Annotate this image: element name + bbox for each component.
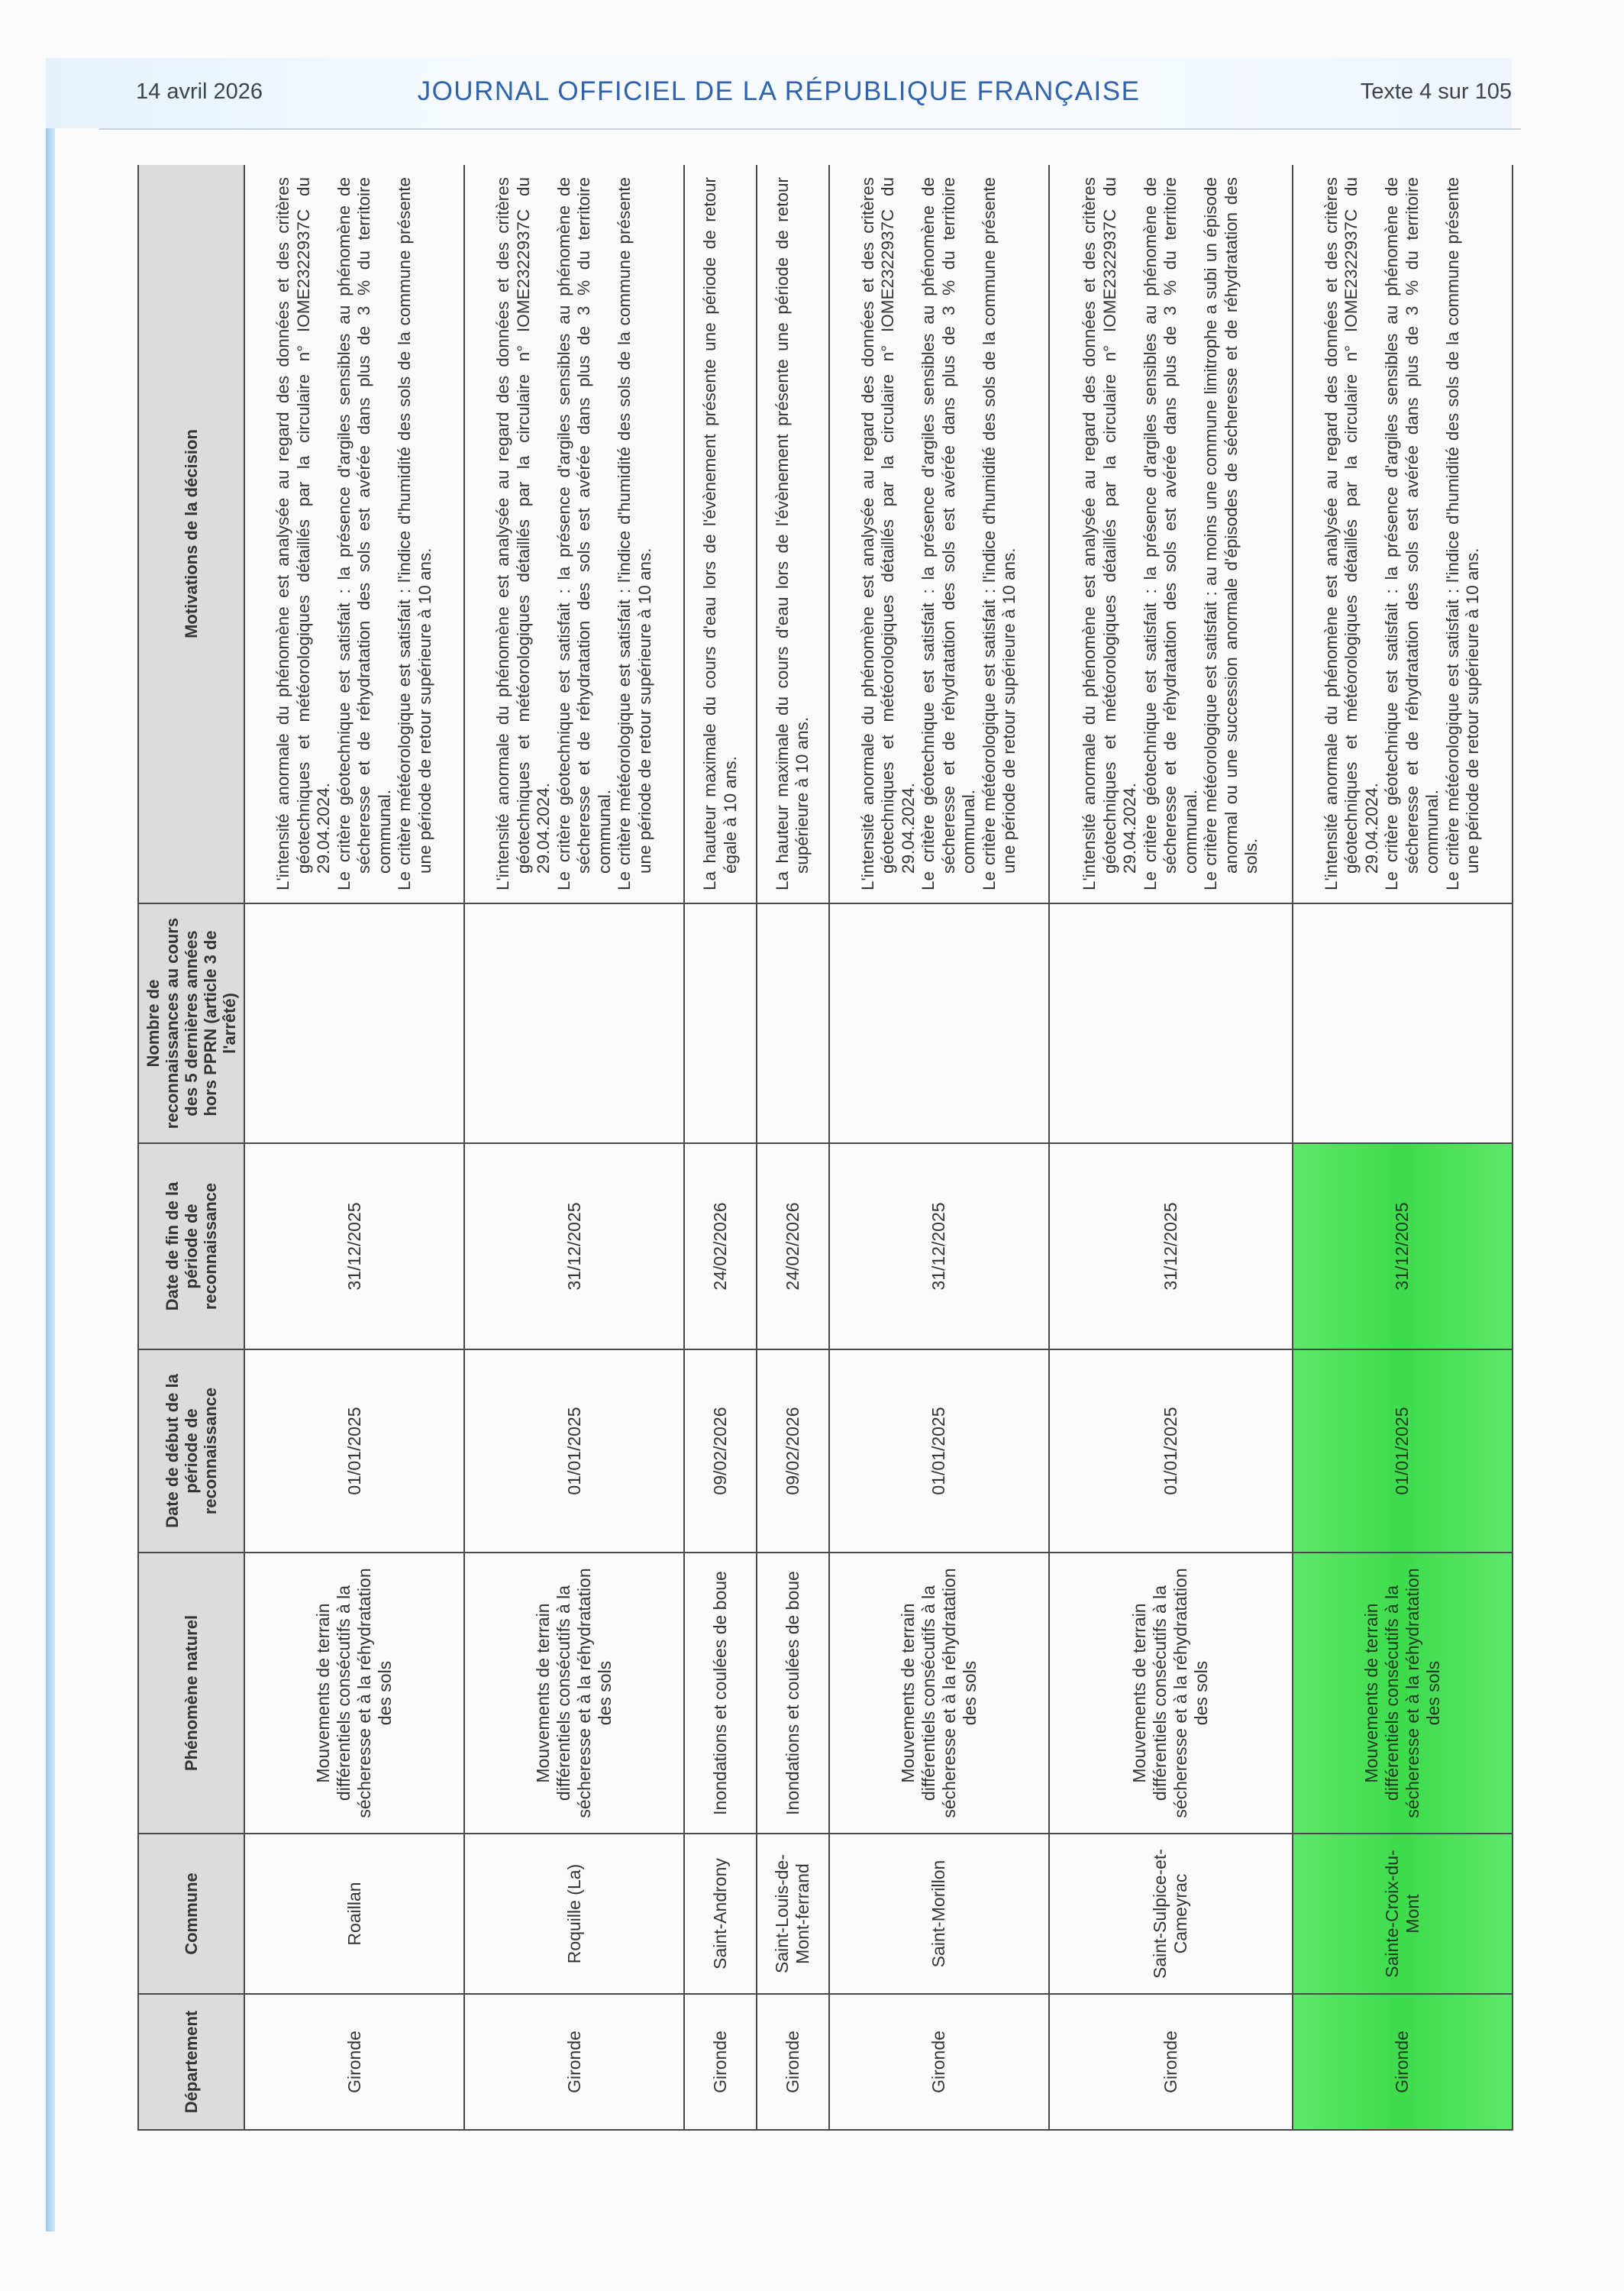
header-page-number: Texte 4 sur 105: [1360, 79, 1512, 104]
header-title: JOURNAL OFFICIEL DE LA RÉPUBLIQUE FRANÇAISE: [417, 76, 1141, 106]
cell-date-debut: 01/01/2025: [1049, 1349, 1293, 1553]
table-row: [684, 165, 757, 2130]
cell-departement: [1293, 1994, 1513, 2130]
highlighted-text: Mouvements de terrain différentiels consécutifs à la sécheresse et à la réhydratation des sols: [1361, 1568, 1443, 1818]
cell-motivations: [684, 165, 757, 903]
cell-commune: Saint-Sulpice-et-Cameyrac: [1049, 1834, 1293, 1994]
cell-phenomene: Mouvements de terrain différentiels consécutifs à la sécheresse et à la réhydratation des sols: [244, 1553, 464, 1834]
motivation-line: L'intensité anormale du phénomène est analysée au regard des données et des critères géotechniques et météorologiques détaillés par la circulaire n° IOME2322937C du 29.04.2024.: [1321, 177, 1381, 890]
motivation-line: Le critère météorologique est satisfait : l'indice d'humidité des sols de la commune présente une période de retour supérieure à 10 ans.: [395, 177, 434, 890]
motivation-line: Le critère géotechnique est satisfait : la présence d'argiles sensibles au phénomène de sécheresse et de réhydratation des sols est avérée dans plus de 3 % du territoire communal.: [554, 177, 614, 890]
cell-date-debut: 01/01/2025: [464, 1349, 684, 1553]
cell-departement: Gironde: [757, 1994, 829, 2130]
motivation-line: La hauteur maximale du cours d'eau lors de l'évènement présente une période de retour supérieure à 10 ans.: [772, 177, 812, 890]
cell-commune: [1293, 1834, 1513, 1994]
scan-edge-strip: [46, 58, 55, 2231]
col-header-date-fin: Date de fin de la période de reconnaissance: [138, 1143, 244, 1349]
journal-header: [46, 58, 1512, 128]
cell-motivations: [1049, 165, 1293, 903]
cell-phenomene: Mouvements de terrain différentiels consécutifs à la sécheresse et à la réhydratation des sols: [464, 1553, 684, 1834]
cell-date-debut: 09/02/2026: [684, 1349, 757, 1553]
table-row-highlighted: [1293, 165, 1513, 2130]
col-header-commune: Commune: [138, 1834, 244, 1994]
motivation-line: Le critère géotechnique est satisfait : la présence d'argiles sensibles au phénomène de sécheresse et de réhydratation des sols est avérée dans plus de 3 % du territoire communal.: [1140, 177, 1200, 890]
table-row: [244, 165, 464, 2130]
cell-phenomene: [1293, 1553, 1513, 1834]
cell-departement: Gironde: [829, 1994, 1049, 2130]
motivation-line: L'intensité anormale du phénomène est analysée au regard des données et des critères géotechniques et météorologiques détaillés par la circulaire n° IOME2322937C du 29.04.2024.: [273, 177, 334, 890]
motivation-line: Le critère météorologique est satisfait : au moins une commune limitrophe a subi un épisode anormal ou une succession anormale d'épisodes de sécheresse et de réhydratation des sols.: [1201, 177, 1261, 890]
motivation-line: L'intensité anormale du phénomène est analysée au regard des données et des critères géotechniques et météorologiques détaillés par la circulaire n° IOME2322937C du 29.04.2024.: [1080, 177, 1140, 890]
cell-nombre: [1293, 903, 1513, 1143]
table-row: [829, 165, 1049, 2130]
highlighted-text: 31/12/2025: [1392, 1202, 1413, 1291]
highlighted-text: Gironde: [1392, 2031, 1413, 2093]
cell-commune: Saint-Androny: [684, 1834, 757, 1994]
cell-commune: Saint-Morillon: [829, 1834, 1049, 1994]
cell-commune: Roaillan: [244, 1834, 464, 1994]
cell-date-fin: [1293, 1143, 1513, 1349]
cell-commune: Saint-Louis-de-Mont-ferrand: [757, 1834, 829, 1994]
cell-nombre: [684, 903, 757, 1143]
motivation-line: L'intensité anormale du phénomène est analysée au regard des données et des critères géotechniques et météorologiques détaillés par la circulaire n° IOME2322937C du 29.04.2024.: [857, 177, 918, 890]
cell-departement: Gironde: [244, 1994, 464, 2130]
cell-date-fin: 24/02/2026: [684, 1143, 757, 1349]
motivation-line: Le critère géotechnique est satisfait : la présence d'argiles sensibles au phénomène de sécheresse et de réhydratation des sols est avérée dans plus de 3 % du territoire communal.: [1382, 177, 1442, 890]
recognition-table: [137, 165, 1513, 2131]
header-divider: [99, 128, 1521, 130]
cell-date-fin: 31/12/2025: [829, 1143, 1049, 1349]
cell-date-fin: 24/02/2026: [757, 1143, 829, 1349]
motivation-line: Le critère météorologique est satisfait : l'indice d'humidité des sols de la commune présente une période de retour supérieure à 10 ans.: [615, 177, 654, 890]
cell-motivations: [829, 165, 1049, 903]
motivation-line: La hauteur maximale du cours d'eau lors de l'évènement présente une période de retour égale à 10 ans.: [700, 177, 740, 890]
table-row: [757, 165, 829, 2130]
cell-phenomene: Mouvements de terrain différentiels consécutifs à la sécheresse et à la réhydratation des sols: [829, 1553, 1049, 1834]
cell-motivations: [464, 165, 684, 903]
cell-motivations: [757, 165, 829, 903]
col-header-departement: Département: [138, 1994, 244, 2130]
motivation-line: Le critère géotechnique est satisfait : la présence d'argiles sensibles au phénomène de sécheresse et de réhydratation des sols est avérée dans plus de 3 % du territoire communal.: [919, 177, 979, 890]
motivation-line: Le critère météorologique est satisfait : l'indice d'humidité des sols de la commune présente une période de retour supérieure à 10 ans.: [979, 177, 1019, 890]
cell-nombre: [1049, 903, 1293, 1143]
table-row: [464, 165, 684, 2130]
table-stage: [137, 165, 1513, 2131]
cell-departement: Gironde: [1049, 1994, 1293, 2130]
cell-phenomene: Mouvements de terrain différentiels consécutifs à la sécheresse et à la réhydratation des sols: [1049, 1553, 1293, 1834]
cell-departement: Gironde: [684, 1994, 757, 2130]
col-header-motivations: Motivations de la décision: [138, 165, 244, 903]
cell-nombre: [829, 903, 1049, 1143]
table-header-row: [138, 165, 244, 2130]
cell-date-fin: 31/12/2025: [464, 1143, 684, 1349]
cell-date-debut: 01/01/2025: [829, 1349, 1049, 1553]
cell-nombre: [464, 903, 684, 1143]
cell-date-debut: 01/01/2025: [244, 1349, 464, 1553]
col-header-nombre: Nombre de reconnaissances au cours des 5 dernières années hors PPRN (article 3 de l'arrêté): [138, 903, 244, 1143]
motivation-line: Le critère météorologique est satisfait : l'indice d'humidité des sols de la commune présente une période de retour supérieure à 10 ans.: [1442, 177, 1483, 890]
motivation-line: L'intensité anormale du phénomène est analysée au regard des données et des critères géotechniques et météorologiques détaillés par la circulaire n° IOME2322937C du 29.04.2024.: [493, 177, 554, 890]
cell-nombre: [757, 903, 829, 1143]
cell-date-fin: 31/12/2025: [244, 1143, 464, 1349]
cell-phenomene: Inondations et coulées de boue: [757, 1553, 829, 1834]
table-row: [1049, 165, 1293, 2130]
cell-motivations: [244, 165, 464, 903]
rotated-table-wrapper: [137, 165, 1513, 2131]
cell-motivations: [1293, 165, 1513, 903]
cell-nombre: [244, 903, 464, 1143]
col-header-date-debut: Date de début de la période de reconnaissance: [138, 1349, 244, 1553]
cell-date-debut: 09/02/2026: [757, 1349, 829, 1553]
cell-date-fin: 31/12/2025: [1049, 1143, 1293, 1349]
cell-phenomene: Inondations et coulées de boue: [684, 1553, 757, 1834]
cell-departement: Gironde: [464, 1994, 684, 2130]
motivation-line: Le critère géotechnique est satisfait : la présence d'argiles sensibles au phénomène de sécheresse et de réhydratation des sols est avérée dans plus de 3 % du territoire communal.: [334, 177, 394, 890]
cell-date-debut: [1293, 1349, 1513, 1553]
cell-commune: Roquille (La): [464, 1834, 684, 1994]
highlighted-text: Sainte-Croix-du-Mont: [1381, 1850, 1422, 1978]
header-date: 14 avril 2026: [136, 79, 263, 104]
highlighted-text: 01/01/2025: [1392, 1407, 1413, 1495]
col-header-phenomene: Phénomène naturel: [138, 1553, 244, 1834]
